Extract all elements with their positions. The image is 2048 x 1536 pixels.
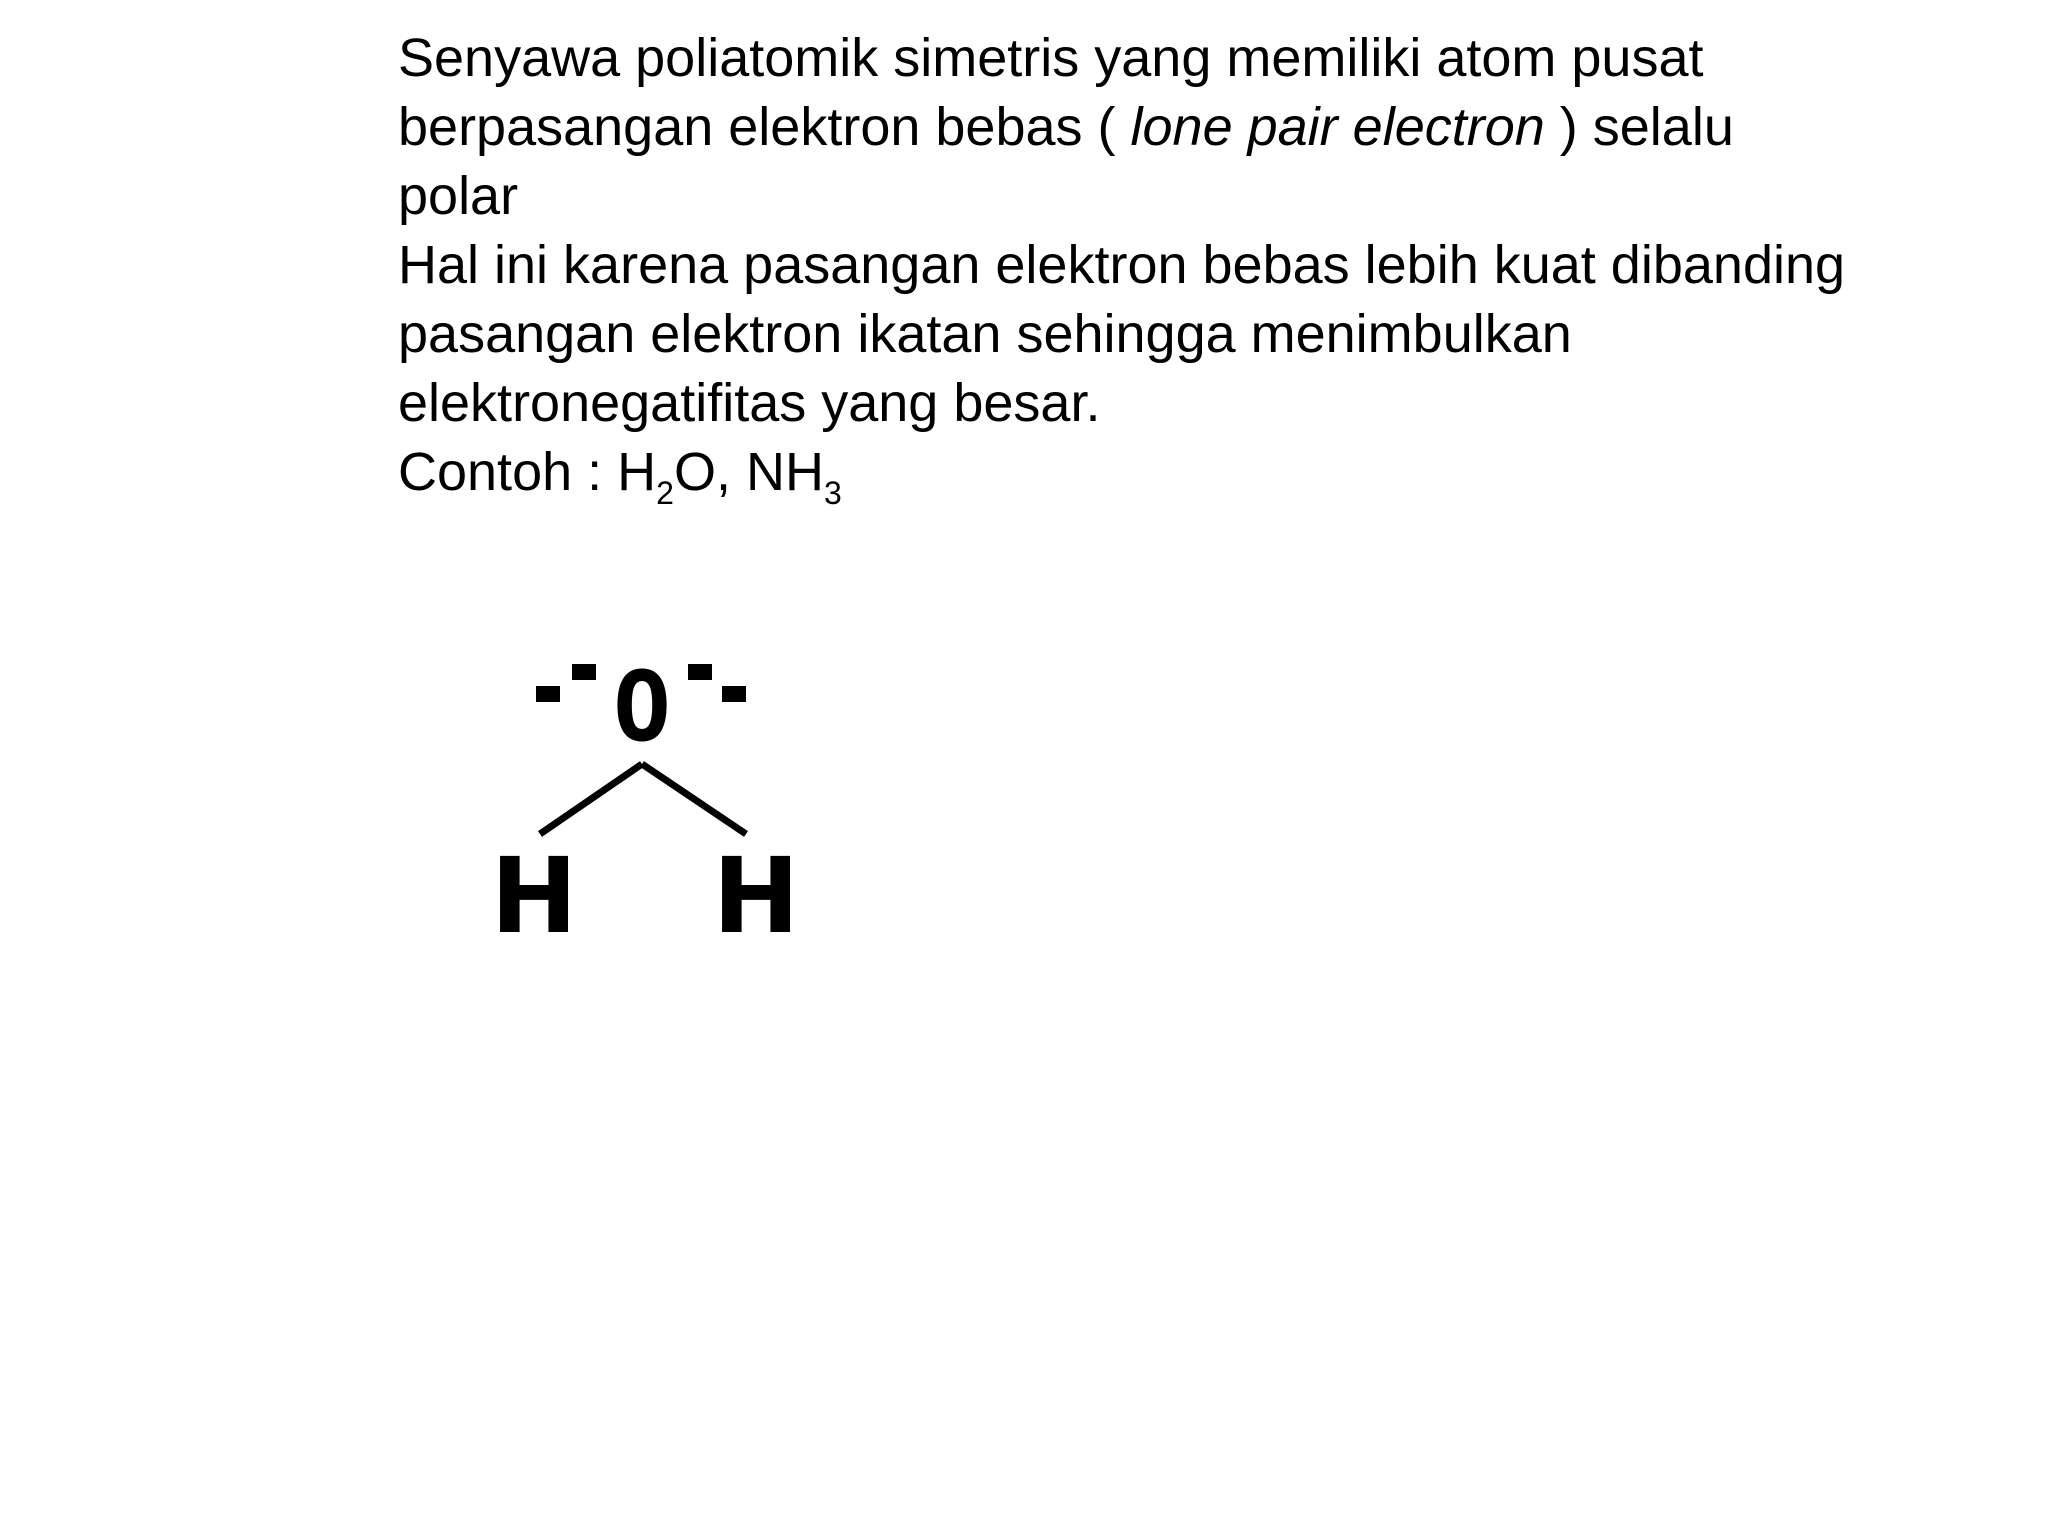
- formula-h2o-o: O: [673, 442, 716, 502]
- formula-nh3: [745, 442, 842, 511]
- example-label: Contoh :: [398, 442, 618, 502]
- lone-pair-dot: [688, 664, 712, 680]
- formula-h2o-subscript: 2: [656, 475, 674, 511]
- formula-h2o-h: H: [617, 442, 657, 502]
- slide-text: [398, 24, 2038, 511]
- lone-pair-dot: [536, 686, 560, 702]
- lone-pair-dot: [722, 686, 746, 702]
- formula-nh3-subscript: 3: [823, 475, 842, 511]
- formula-separator: ,: [715, 442, 746, 502]
- paragraph2-line2: pasangan elektron ikatan sehingga menimbulkan: [398, 304, 1572, 364]
- paragraph1-line2-end: ) selalu: [1544, 97, 1734, 157]
- oxygen-atom: O: [613, 651, 671, 763]
- paragraph1-line2-start: berpasangan elektron bebas (: [398, 97, 1131, 157]
- formula-nh3-nh: NH: [745, 442, 824, 502]
- bond-right: [642, 764, 746, 834]
- paragraph2-line1: Hal ini karena pasangan elektron bebas lebih kuat dibanding: [398, 235, 1846, 295]
- formula-h2o: [617, 442, 716, 511]
- water-molecule-diagram: [470, 640, 830, 960]
- paragraph1-line3: polar: [398, 166, 519, 226]
- lone-pair-term: lone pair electron: [1130, 97, 1545, 157]
- hydrogen-atom-left: H: [490, 835, 578, 957]
- lone-pair-dot: [572, 664, 596, 680]
- hydrogen-atom-right: H: [712, 835, 800, 957]
- water-molecule-svg: [470, 640, 830, 960]
- bond-left: [540, 764, 642, 834]
- paragraph1-line1: Senyawa poliatomik simetris yang memiliki atom pusat: [398, 28, 1704, 88]
- paragraph1-line2: [398, 93, 2038, 162]
- example-line: [398, 438, 2038, 511]
- paragraph2-line3: elektronegatifitas yang besar.: [398, 373, 1101, 433]
